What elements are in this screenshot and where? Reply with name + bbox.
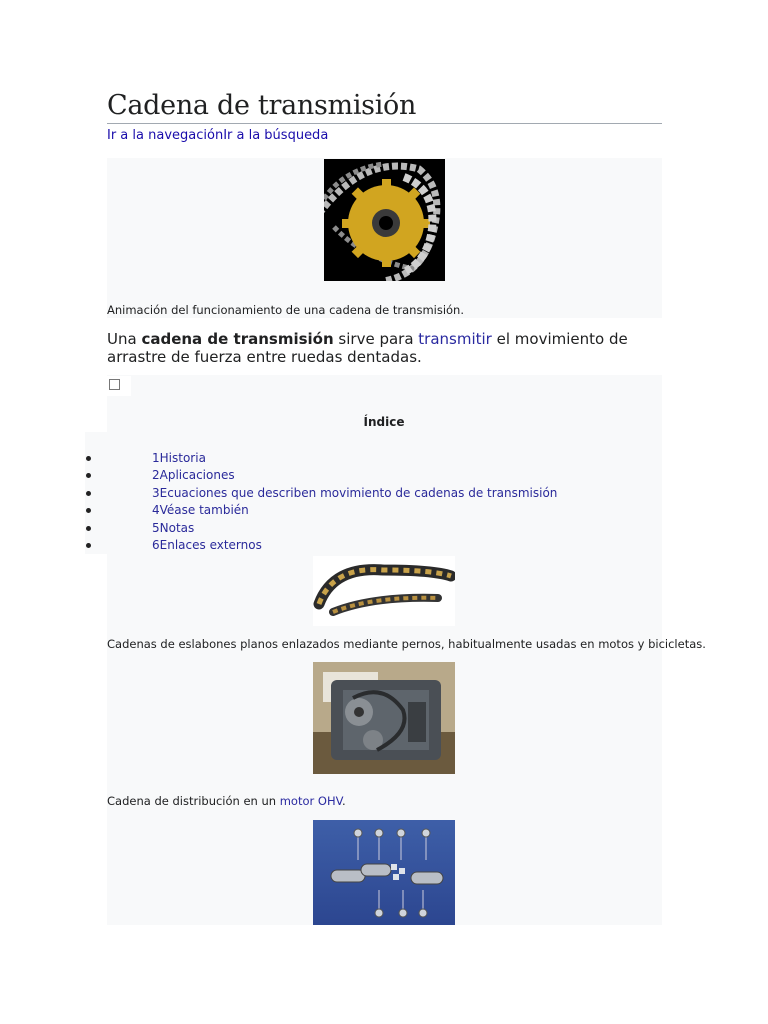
toc-item[interactable]	[0, 503, 600, 520]
toc-item-number: 4	[152, 503, 160, 517]
bullet-icon	[86, 526, 91, 531]
transmitir-link[interactable]: transmitir	[418, 330, 492, 348]
toc-title: Índice	[363, 415, 405, 429]
bullet-icon	[86, 456, 91, 461]
toc-item-label: Notas	[159, 521, 195, 535]
toc-item-link[interactable]	[152, 503, 249, 517]
toc-item-number: 5	[152, 521, 160, 535]
toc-checkbox-icon[interactable]	[109, 379, 120, 390]
chain-parts-diagram-image[interactable]	[313, 820, 455, 925]
toc-item[interactable]	[0, 451, 600, 468]
chain-animation-image[interactable]	[324, 159, 445, 281]
toc-item-number: 6	[152, 538, 160, 552]
lead-text: Una	[107, 330, 142, 348]
jump-links	[107, 128, 328, 143]
toc-item[interactable]	[0, 521, 600, 538]
toc-item[interactable]	[0, 486, 600, 503]
bullet-icon	[86, 543, 91, 548]
page-title: Cadena de transmisión	[107, 90, 417, 121]
lead-paragraph	[107, 330, 667, 366]
lead-text: el movimiento de arrastre de fuerza entre ruedas dentadas.	[107, 330, 628, 366]
toc-item-link[interactable]	[152, 538, 262, 552]
figure-caption	[107, 794, 346, 808]
figure-caption: Cadenas de eslabones planos enlazados mediante pernos, habitualmente usadas en motos y bicicletas.	[107, 637, 706, 651]
roller-chains-image[interactable]	[313, 556, 455, 626]
motor-ohv-link[interactable]: motor OHV	[279, 794, 342, 808]
caption-text: Cadena de distribución en un	[107, 794, 280, 808]
jump-to-search-link[interactable]: Ir a la búsqueda	[223, 128, 329, 143]
bullet-icon	[86, 508, 91, 513]
toc-item-label: Enlaces externos	[159, 538, 262, 552]
title-divider	[107, 123, 662, 124]
toc-item[interactable]	[0, 538, 600, 555]
toc-item-label: Véase también	[159, 503, 249, 517]
toc-item[interactable]	[0, 468, 600, 485]
toc-item-label: Ecuaciones que describen movimiento de cadenas de transmisión	[159, 486, 558, 500]
figure-caption: Animación del funcionamiento de una cadena de transmisión.	[107, 303, 465, 317]
toc-item-number: 3	[152, 486, 160, 500]
caption-text: .	[342, 794, 346, 808]
toc-item-link[interactable]	[152, 486, 557, 500]
bullet-icon	[86, 473, 91, 478]
toc-item-number: 1	[152, 451, 160, 465]
bullet-icon	[86, 491, 91, 496]
toc-item-link[interactable]	[152, 521, 194, 535]
toc-item-label: Aplicaciones	[159, 468, 235, 482]
toc-item-number: 2	[152, 468, 160, 482]
lead-text: sirve para	[333, 330, 419, 348]
ohv-engine-image[interactable]	[313, 662, 455, 774]
toc-item-label: Historia	[159, 451, 206, 465]
jump-to-navigation-link[interactable]: Ir a la navegación	[107, 128, 224, 143]
toc-item-link[interactable]	[152, 451, 206, 465]
toc-item-link[interactable]	[152, 468, 235, 482]
lead-term: cadena de transmisión	[141, 330, 334, 348]
